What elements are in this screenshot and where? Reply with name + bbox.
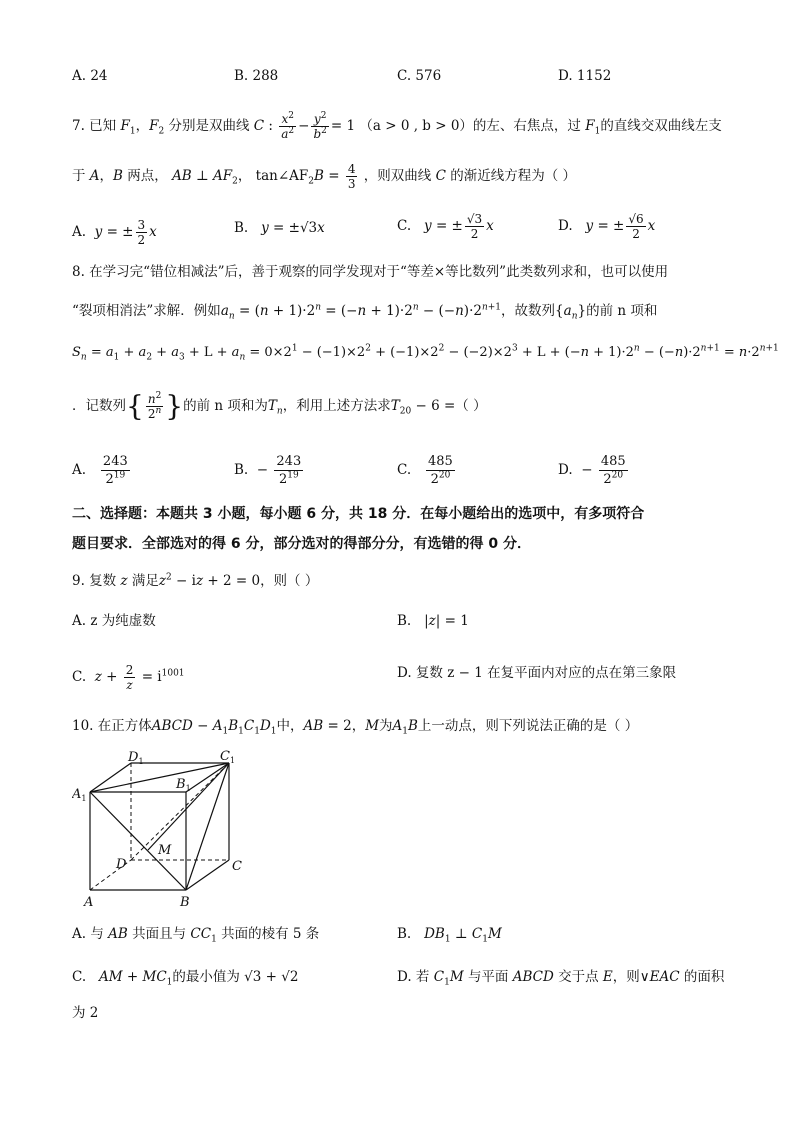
option-label: A. [72,224,87,240]
q10-text: A. 与 [72,926,104,942]
q8-sum-formula: $S_n = a_1 + a_2 + a_3 + L + a_n = 0\times 2^1 - (-1)\times 2^2 + (-1)\times 2^2 - (-2)\times 2^3 + L + (-n + 1)\cdot 2^n - (-n)\cdot 2^{n+1} = n\cdot 2^{n+1}$ [72,343,779,363]
vertex-label-b: B [180,895,190,910]
q7-option-c[interactable]: C. y = ± $\frac{√3}{2}$ x [397,212,494,241]
q10-stem: 10. 在正方体ABCD − $A_1B_1C_1D_1$中，AB = 2，M为$A_1B$上一动点，则下列说法正确的是（ ） [72,718,639,737]
q10-text: 中， [276,718,304,734]
cube-figure [72,750,252,915]
option-label: C. [72,969,87,985]
option-frac: $\frac{√6}{2}$ [628,212,644,241]
option-label: C. [397,462,412,478]
q6-option-b[interactable]: B. 288 [234,68,279,84]
frac-exp: 19 [113,470,126,481]
option-frac: $\frac{3}{2}$ [137,218,146,247]
point-label-m: M [158,843,172,858]
q8-text: 的前 n 项和 [586,303,658,319]
option-label: C. [397,218,412,234]
q10-option-b[interactable]: B. $DB_1$ ⊥ $C_1M$ [397,926,502,945]
option-label: D. [558,218,573,234]
option-label: B. [397,926,412,942]
q7-text: tan∠AF [255,168,309,184]
option-frac: $\frac{√3}{2}$ [466,212,483,241]
q10-text: 共面的棱有 5 条 [221,926,320,942]
frac-den: 2 [105,472,114,487]
q8-stem-line2: “裂项相消法”求解．例如$a_n = (n + 1)\cdot 2^n = (-n + 1)\cdot 2^n - (-n)\cdot 2^{n+1}$，故数列$\{a_n\}$的前 n 项和 [72,302,658,322]
q7-text: ，则双曲线 [363,168,432,184]
q8-text: ．记数列 [72,398,126,414]
q10-text: 共面且与 [132,926,187,942]
frac-num: 243 [102,454,128,469]
q7-text: 于 [72,168,86,184]
q8-text: （ ） [455,398,487,414]
vertex-label-c1: $C_1$ [220,750,236,765]
frac-den: 2 [430,472,439,487]
q7-text: 7. 已知 [72,118,117,134]
q9-option-b[interactable]: B. |z| = 1 [397,613,469,629]
q7-stem-line2: 于 A，B 两点， AB ⊥ $AF_2$， $\tan\angle AF_2B$ = $\frac{4}{3}$ ，则双曲线 C 的渐近线方程为（ ） [72,162,577,191]
frac-num: 243 [276,454,302,469]
option-label: C. [72,669,87,685]
q10-option-c[interactable]: C. AM + $MC_1$的最小值为 √3 + √2 [72,969,299,988]
q7-option-a[interactable]: A. y = ± $\frac{3}{2}$ x [72,218,157,247]
vertex-label-c: C [232,859,242,874]
frac-num: 485 [428,454,453,469]
q8-text: ，故数列 [501,303,556,319]
option-frac [101,453,130,488]
option-frac [426,453,455,488]
q7-text: 的渐近线方程为（ ） [450,168,577,184]
frac-exp: 20 [611,470,624,481]
vertex-label-d: D [116,857,127,872]
q10-option-a[interactable]: A. 与 AB 共面且与 $CC_1$ 共面的棱有 5 条 [72,926,320,945]
frac-num: 485 [600,454,626,469]
q9-text: 满足 [131,573,159,589]
section2-heading-line1: 二、选择题：本题共 3 小题，每小题 6 分，共 18 分．在每小题给出的选项中，有多项符合 [72,506,645,522]
q7-stem-line1: 7. 已知 $F_1$，$F_2$ 分别是双曲线 C : $\frac{x^2}{a^2}$ − $\frac{y^2}{b^2}$ = 1 （a > 0 , b > 0）的左、右焦点，过 $F_1$的直线交双曲线左支 [72,111,722,141]
q10-text: 与平面 [467,969,509,985]
tan-value-frac: $\frac{4}{3}$ [347,162,356,191]
q7-option-d[interactable]: D. y = ± $\frac{√6}{2}$ x [558,212,656,241]
option-frac [274,453,303,488]
q10-text: D. 若 [397,969,430,985]
vertex-label-a: A [84,895,94,910]
frac-den: 2 [603,472,612,487]
q9-text: 9. 复数 [72,573,117,589]
q10-text: 交于点 [558,969,599,985]
vertex-label-d1: $D_1$ [128,750,144,766]
q8-stem-line1: 8. 在学习完“错位相减法”后，善于观察的同学发现对于“等差×等比数列”此类数列求和，也可以使用 [72,264,669,280]
q7-text: 的直线交双曲线左支 [600,118,722,134]
q9-text: ，则（ ） [260,573,319,589]
q8-stem-line4: ．记数列{ $\frac{n^2}{2^n}$ }的前 n 项和为$T_n$，利用上述方法求$T_{20} - 6$ =（ ） [72,389,487,423]
q9-stem: 9. 复数 z 满足$z^2$ − iz + 2 = 0，则（ ） [72,572,319,589]
q6-option-c[interactable]: C. 576 [397,68,442,84]
sequence-frac: $\frac{n^2}{2^n}$ [147,391,162,421]
q8-option-b[interactable]: B. − $\frac{243}{2^{19}}$ [234,454,302,487]
q8-text: ，利用上述方法求 [282,398,391,414]
option-label: B. [234,462,249,478]
option-label: B. [234,220,249,236]
q8-option-a[interactable] [72,453,132,488]
q6-option-a[interactable]: A. 24 [72,68,108,84]
q7-text: 分别是双曲线 [168,118,250,134]
option-label: A. [72,462,87,478]
option-frac: $\frac{2}{z}$ [125,663,134,692]
q10-text: 上一动点，则下列说法正确的是（ ） [417,718,639,734]
hyperbola-frac-x: $\frac{x^2}{a^2}$ [281,111,295,141]
q7-option-b[interactable]: B. y = ±√3x [234,220,325,236]
vertex-label-a1: $A_1$ [72,787,87,803]
frac-den: 2 [278,472,288,487]
q9-option-c[interactable]: C. z + $\frac{2}{z}$ = $i^{1001}$ [72,663,185,692]
frac-exp: 19 [287,470,299,481]
vertex-label-b1: $B_1$ [176,777,191,793]
q7-text: （a > 0 , b > 0）的左、右焦点，过 [359,118,581,134]
q8-text: “裂项相消法”求解．例如 [72,303,221,319]
q10-option-d[interactable]: D. 若 $C_1M$ 与平面 ABCD 交于点 E，则∨EAC 的面积 [397,969,725,988]
q10-text: ，则 [612,969,640,985]
q10-text: 为 [379,718,393,734]
hyperbola-frac-y: $\frac{y^2}{b^2}$ [313,111,327,141]
section2-heading-line2: 题目要求．全部选对的得 6 分，部分选对的得部分分，有选错的得 0 分． [72,536,531,552]
q10-text: 10. 在正方体 [72,718,152,734]
option-label: B. [397,613,412,629]
q6-option-d[interactable]: D. 1152 [558,68,612,84]
q10-text: ， [351,718,366,734]
frac-exp: 20 [438,470,451,481]
q9-option-d[interactable]: D. 复数 z − 1 在复平面内对应的点在第三象限 [397,665,677,681]
q10-text: 的最小值为 [172,969,240,985]
q7-text: 两点， [127,168,168,184]
q10-text: 的面积 [683,969,725,985]
q8-text: 的前 n 项和为 [183,398,268,414]
q8-option-c[interactable] [397,453,457,488]
option-frac [599,453,628,488]
option-label: D. [558,462,573,478]
q9-option-a[interactable]: A. z 为纯虚数 [72,613,156,629]
q10-option-d-continuation: 为 2 [72,1005,99,1021]
q8-option-d[interactable]: D. − $\frac{485}{2^{20}}$ [558,454,626,487]
